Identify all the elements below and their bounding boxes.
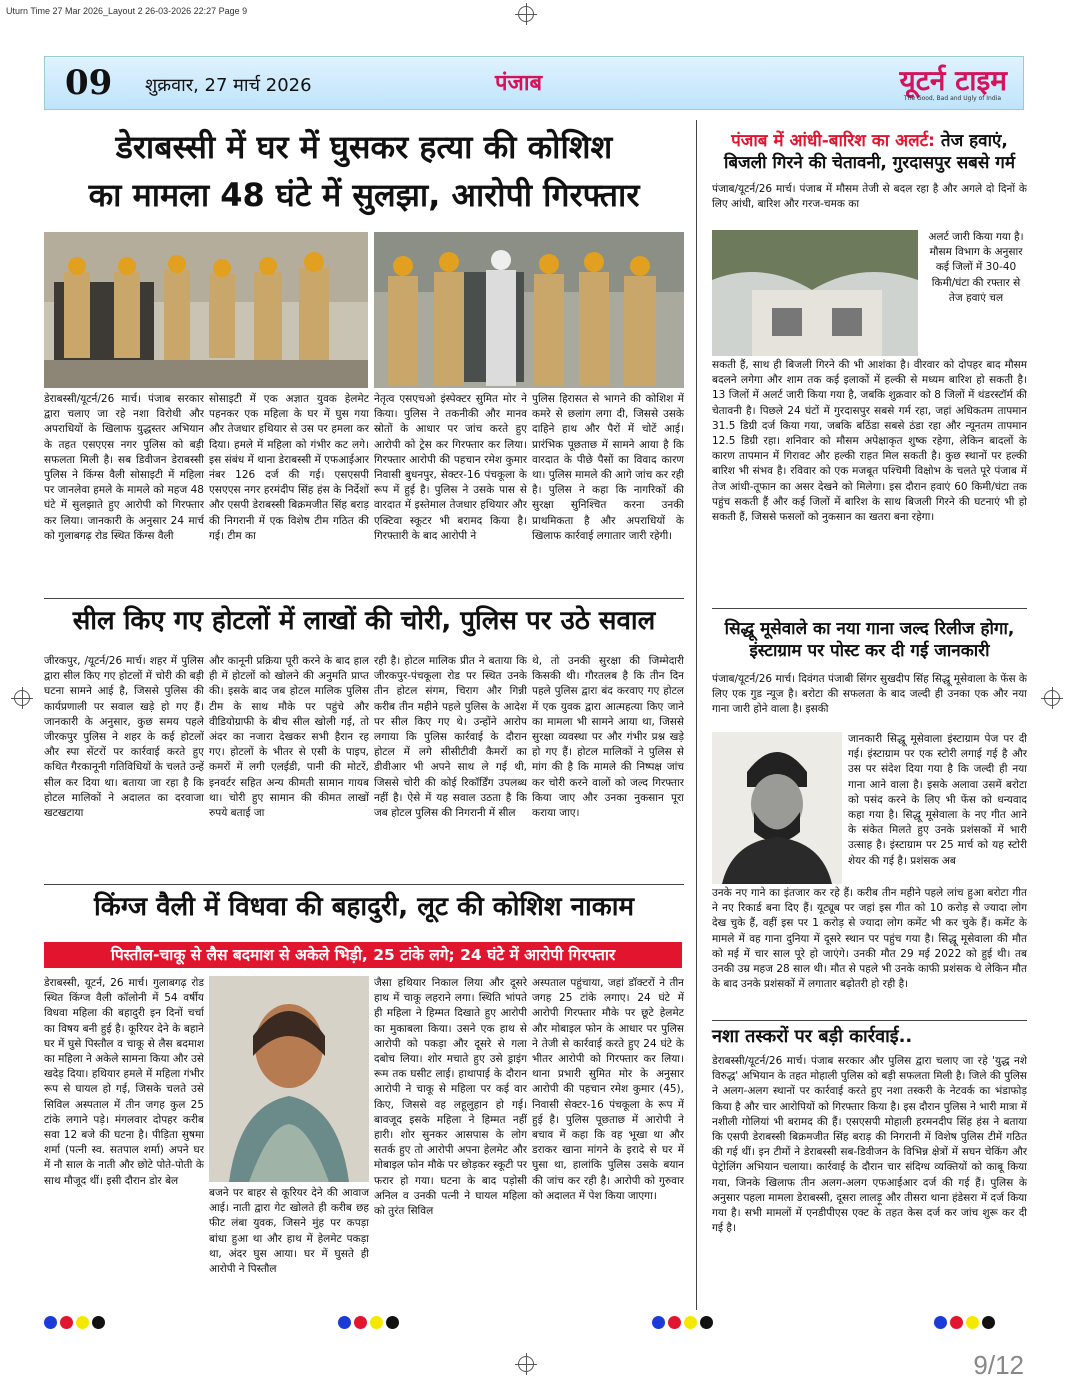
side-story-1-headline-part: तेज हवाएं, (934, 131, 1008, 151)
registration-mark-icon (1044, 690, 1060, 706)
color-bar (44, 1316, 105, 1329)
divider (712, 1020, 1027, 1021)
registration-mark-icon (518, 6, 534, 22)
color-dot (370, 1316, 383, 1329)
side-story-2-lead: पंजाब/यूटर्न/26 मार्च। दिवंगत पंजाबी सिंगर सुखदीप सिंह सिद्धू मूसेवाला के फेंस के लिए एक गुड न्यूज है। बरोटा की सफलता के बाद जल्दी ही उनका एक और नया गाना जारी होने वाला है। इसकी (712, 673, 1027, 716)
story-3-headline: किंग्ज वैली में विधवा की बहादुरी, लूट की कोशिश नाकाम (94, 892, 634, 922)
print-slug: Uturn Time 27 Mar 2026_Layout 2 26-03-2026 22:27 Page 9 (6, 6, 248, 16)
page-count: 9/12 (973, 1350, 1024, 1380)
story-3-column-1: डेराबस्सी, यूटर्न, 26 मार्च। गुलाबगढ़ रोड स्थित किंग्ज वैली कॉलोनी में 54 वर्षीय विधवा महिला की बहादुरी इन दिनों चर्चा का विषय बनी हुई है। कूरियर देने के बहाने घर में घुसे पिस्तौल व चाकू से लैस बदमाश का महिला ने अकेले सामना किया और उसे खदेड़ दिया। हथियार हमले में महिला गंभीर रूप से घायल हो गई, जिसके चलते उसे सिविल अस्पताल में तीन जगह कुल 25 टांके लगाने पड़े। मंगलवार दोपहर करीब सवा 12 बजे की घटना है। पीड़िता सुषमा शर्मा (पत्नी स्व. सतपाल शर्मा) अपने घर में नौ साल के नाती और छोटे पोते-पोती के साथ मौजूद थीं। इसी दौरान डोर बेल (44, 977, 204, 1187)
side-story-2-headline-line-1: सिद्धू मूसेवाले का नया गाना जल्द रिलीज होगा, (724, 619, 1015, 639)
story-1-headline-line-2: का मामला 48 घंटे में सुलझा, आरोपी गिरफ्तार (88, 176, 640, 214)
singer-portrait-photo (712, 732, 842, 884)
color-dot (934, 1316, 947, 1329)
police-team-photo-1 (44, 232, 368, 388)
color-dot (44, 1316, 57, 1329)
color-bar (652, 1316, 713, 1329)
color-dot (354, 1316, 367, 1329)
color-bar (338, 1316, 399, 1329)
side-story-1-headline-line-2: बिजली गिरने की चेतावनी, गुरदासपुर सबसे गर्म (723, 153, 1016, 173)
color-dot (950, 1316, 963, 1329)
story-1-column-4: पुलिस हिरासत से भागने की कोशिश में कमरे से छलांग लगा दी, जिससे उसके दाहिने हाथ और पैरों में चोटें आई। प्रारंभिक पूछताछ में सामने आया है कि वारदात के पीछे पैसों का विवाद कारण था। पुलिस मामले की आगे जांच कर रही है। पुलिस ने कहा कि नागरिकों की सुरक्षा सुनिश्चित करना उनकी प्राथमिकता है और अपराधियों के खिलाफ कार्रवाई लगातार जारी रहेगी। (532, 393, 684, 542)
color-dot (76, 1316, 89, 1329)
story-1-headline-line-1: डेराबस्सी में घर में घुसकर हत्या की कोशिश (115, 128, 613, 166)
story-3-column-2: बजने पर बाहर से कूरियर देने की आवाज आई। नाती द्वारा गेट खोलते ही करीब छह फीट लंबा युवक, जिसने मुंह पर कपड़ा बांधा हुआ था और हाथ में हेलमेट पकड़ा था, अंदर घुस आया। घर में घुसते ही आरोपी ने पिस्तौल (209, 1187, 369, 1276)
story-1-column-1: डेराबस्सी/यूटर्न/26 मार्च। पंजाब सरकार द्वारा चलाए जा रहे नशा विरोधी और अपराधियों के खिलाफ युद्धस्तर अभियान के तहत एसएएस नगर पुलिस को बड़ी सफलता मिली है। सब डिवीजन डेराबस्सी पुलिस ने किंग्स वैली सोसाइटी में महिला पर जानलेवा हमले के मामले को महज 48 घंटे में सुलझाते हुए आरोपी को गिरफ्तार कर लिया। जानकारी के अनुसार 24 मार्च को गुलाबगढ़ रोड स्थित किंग्स वैली (44, 393, 204, 542)
story-3-column-4: अस्पताल पहुंचाया, जहां डॉक्टरों ने तीन जगह 25 टांके लगाए। 24 घंटे में आरोपी गिरफ्तार मौके पर छूटे हेलमेट और मोबाइल फोन के आधार पर पुलिस ने तेजी से कार्रवाई करते हुए 24 घंटे के भीतर आरोपी को गिरफ्तार कर लिया। थाना प्रभारी सुमित मोर के अनुसार आरोपी की पहचान रमेश कुमार (45), निवासी सेक्टर-16 पंचकूला के रूप में हुई है। पुलिस पूछताछ में आरोपी ने बचाव में कहा कि वह भूखा था और डराकर खाना मांगने के इरादे से घर में घुसा था, हालांकि पुलिस उसके बयान की जांच कर रही है। आरोपी को गुरुवार को अदालत में पेश किया जाएगा। (532, 977, 684, 1202)
story-2-column-2: और कानूनी प्रक्रिया पूरी करने के बाद हाल ही में होटलों को खोलने की अनुमति प्राप्त की। इसके बाद जब होटल मालिक पुलिस टीम के साथ मौके पर पहुंचे और वीडियोग्राफी के बीच सील खोली गई, तो अंदर का नजारा देखकर सभी हैरान रह गए। होटलों के भीतर से एसी के पाइप, कमरों में लगी एलईडी, पानी की मोटरें, इनवर्टर सहित अन्य कीमती सामान गायब था। चोरी हुए सामान की कीमत लाखों रुपये बताई जा (209, 655, 369, 820)
woman-portrait-photo (209, 976, 369, 1182)
page-header (44, 56, 1024, 110)
color-dot (966, 1316, 979, 1329)
side-story-2-headline (712, 618, 1027, 662)
color-dot (684, 1316, 697, 1329)
story-3-subheadline-banner: पिस्तौल-चाकू से लैस बदमाश से अकेले भिड़ी, 25 टांके लगे; 24 घंटे में आरोपी गिरफ्तार (44, 942, 682, 968)
side-story-3-headline: नशा तस्करों पर बड़ी कार्रवाई.. (712, 1026, 913, 1047)
color-bar (934, 1316, 995, 1329)
side-story-1-wrap-text: अलर्ट जारी किया गया है। मौसम विभाग के अनुसार कई जिलों में 30-40 किमी/घंटा की रफ्तार से तेज हवाएं चल (928, 231, 1024, 304)
color-dot (60, 1316, 73, 1329)
story-2-column-1: जीरकपुर, /यूटर्न/26 मार्च। शहर में पुलिस द्वारा सील किए गए होटलों में चोरी की बड़ी घटना सामने आई है, जिससे पुलिस की कार्यप्रणाली पर सवाल खड़े हो गए हैं। जानकारी के अनुसार, कुछ समय पहले जीरकपुर पुलिस ने शहर के कई होटलों और स्पा सेंटरों पर कार्रवाई करते हुए कथित गैरकानूनी गतिविधियों के चलते उन्हें सील कर दिया था। बताया जा रहा है कि होटल मालिकों ने अदालत का दरवाजा खटखटाया (44, 655, 204, 820)
story-2-headline: सील किए गए होटलों में लाखों की चोरी, पुलिस पर उठे सवाल (72, 606, 656, 636)
section-title: पंजाब (495, 71, 543, 96)
side-story-2-wrap-text: जानकारी सिद्धू मूसेवाला इंस्टाग्राम पेज पर दी गई। इंस्टाग्राम पर एक स्टोरी लगाई गई है और उस पर संदेश दिया गया है कि जल्दी ही नया गाना आने वाला है। इसके अलावा उसमें बरोटा को पसंद करने के लिए भी फेंस को धन्यवाद कहा गया है। सिद्धू मूसेवाला के नए गीत आने के संकेत मिलते हुए उनके प्रशंसकों में भारी उत्साह है। इंस्टाग्राम पर 25 मार्च को यह स्टोरी शेयर की गई है। प्रशंसक अब (848, 733, 1027, 867)
side-story-2-headline-line-2: इंस्टाग्राम पर पोस्ट कर दी गई जानकारी (749, 641, 990, 661)
color-dot (668, 1316, 681, 1329)
divider (44, 884, 684, 885)
side-story-2-body: उनके नए गाने का इंतजार कर रहे हैं। करीब तीन महीने पहले लांच हुआ बरोटा गीत ने नए रिकार्ड बना दिए हैं। यूट्यूब पर जहां इस गीत को 10 करोड़ से ज्यादा लोग देख चुके हैं, वहीं इस पर 1 करोड़ से ज्यादा लोग कमेंट भी कर चुके हैं। कमेंट के मामले में वह गाना दुनिया में दूसरे स्थान पर पहुंच गया है। सिद्धू मूसेवाला की मौत को मई में चार साल पूरे हो जाएंगे। उनकी मौत 29 मई 2022 को हुई थी। तब उनकी उम्र महज 28 साल थी। मौत से पहले भी उनके काफी प्रशंसक थे लेकिन मौत के बाद उनके प्रशंसकों में लगातार बढ़ोतरी हो रही है। (712, 887, 1027, 991)
story-3-column-3: जैसा हथियार निकाल लिया और दूसरे हाथ में चाकू लहराने लगा। स्थिति भांपते ही महिला ने हिम्मत दिखाते हुए आरोपी का मुकाबला किया। उसने एक हाथ से आरोपी को पकड़ा और दूसरे से गला दबोच लिया। शोर मचाते हुए उसे ड्राइंग रूम तक घसीट लाई। हाथापाई के दौरान आरोपी ने चाकू से महिला पर कई वार किए, जिससे वह लहूलुहान हो गई। बावजूद इसके महिला ने हिम्मत नहीं हारी। शोर सुनकर आसपास के लोग सतर्क हुए तो आरोपी अपना हेलमेट और मोबाइल फोन मौके पर छोड़कर स्कूटी पर फरार हो गया। घटना के बाद पड़ोसी अनिल व उनकी पत्नी ने घायल महिला को तुरंत सिविल (374, 977, 527, 1218)
masthead-logo: यूटर्न टाइम (899, 64, 1007, 97)
side-story-1-headline (712, 130, 1027, 174)
page-number: 09 (65, 63, 113, 103)
side-story-3-body: डेराबस्सी/यूटर्न/26 मार्च। पंजाब सरकार और पुलिस द्वारा चलाए जा रहे 'युद्ध नशे विरुद्ध' अभियान के तहत मोहाली पुलिस को बड़ी सफलता मिली है। जिले की पुलिस ने अलग-अलग स्थानों पर कार्रवाई करते हुए नशा तस्करी के नेटवर्क का भंडाफोड़ किया है और चार आरोपियों को गिरफ्तार किया है। इस दौरान पुलिस ने भारी मात्रा में नशीली गोलियां भी बरामद की हैं। एसएसपी मोहाली हरमनदीप सिंह हंस ने बताया कि एसपी डेराबस्सी बिक्रमजीत सिंह बराड़ की निगरानी में विशेष पुलिस टीमें गठित की गई थीं। इन टीमों ने डेराबस्सी सब-डिवीजन के विभिन्न क्षेत्रों में सघन चेकिंग और पेट्रोलिंग अभियान चलाया। कार्रवाई के दौरान चार संदिग्ध व्यक्तियों को काबू किया गया, जिनके खिलाफ तीन अलग-अलग एफआईआर दर्ज की गई हैं। पुलिस के अनुसार पहला मामला डेराबस्सी, दूसरा लालड़ू और तीसरा थाना हंडेसरा में दर्ज किया गया है। सभी मामलों में एनडीपीएस एक्ट के तहत केस दर्ज कर जांच शुरू कर दी गई है। (712, 1055, 1027, 1235)
color-dot (700, 1316, 713, 1329)
registration-mark-icon (518, 1356, 534, 1372)
color-dot (982, 1316, 995, 1329)
color-dot (652, 1316, 665, 1329)
color-dot (338, 1316, 351, 1329)
side-story-1-headline-highlight: पंजाब में आंधी-बारिश का अलर्ट: (731, 131, 935, 151)
column-divider (696, 120, 697, 1310)
story-2-column-3: रही है। होटल मालिक प्रीत ने बताया कि जीरकपुर-पंचकूला रोड पर स्थित उनके तीन होटल संगम, चिराग और गिन्नी करीब तीन महीने पहले पुलिस के आदेश पर सील किए गए थे। उन्होंने आरोप लगाया कि पुलिस कार्रवाई के दौरान होटल में लगे सीसीटीवी कैमरों का डीवीआर भी अपने साथ ले गई थी, जिससे चोरी की कोई रिकॉर्डिंग उपलब्ध नहीं है। ऐसे में यह सवाल उठता है कि जब होटल पुलिस की निगरानी में सील (374, 655, 527, 820)
divider (44, 598, 684, 599)
color-dot (386, 1316, 399, 1329)
weather-house-photo (712, 230, 918, 356)
police-team-photo-2 (374, 232, 684, 388)
story-1-column-2: सोसाइटी में एक अज्ञात युवक हेलमेट पहनकर एक महिला के घर में घुस गया और तेजधार हथियार से उस पर हमला कर दिया। हमले में महिला को गंभीर कट लगे। इस संबंध में थाना डेराबस्सी में एफआईआर नंबर 126 दर्ज की गई। एसएसपी एसएएस नगर हरमंदीप सिंह हंस के निर्देशों और एसपी डेराबस्सी बिक्रमजीत सिंह बराड़ की निगरानी में एक विशेष टीम गठित की गई। टीम का (209, 393, 369, 542)
issue-date: शुक्रवार, 27 मार्च 2026 (145, 75, 312, 96)
side-story-1-body: सकती हैं, साथ ही बिजली गिरने की भी आशंका है। वीरवार को दोपहर बाद मौसम बदलने लगेगा और शाम तक कई इलाकों में हल्की से मध्यम बारिश हो सकती है। 13 जिलों में अलर्ट जारी किया गया है, जबकि शुक्रवार को 8 जिलों में थंडरस्टॉर्म की चेतावनी है। पिछले 24 घंटों में गुरदासपुर सबसे गर्म रहा, जहां अधिकतम तापमान 31.5 डिग्री दर्ज किया गया, जबकि बठिंडा सबसे ठंडा रहा और न्यूनतम तापमान 12.5 डिग्री रहा। शनिवार को मौसम अपेक्षाकृत शुष्क रहेगा, लेकिन बादलों के कारण तापमान में गिरावट और हल्की राहत मिल सकती है। कुछ स्थानों पर हल्की बारिश भी संभव है। रविवार को एक मजबूत पश्चिमी विक्षोभ के चलते पूरे पंजाब में तेज आंधी-तूफान का असर देखने को मिलेगा। इस दौरान हवाएं 60 किमी/घंटा तक पहुंच सकती हैं और कई जिलों में बारिश के साथ बिजली गिरने की घटनाएं भी हो सकती हैं, जिससे फसलों को नुकसान का खतरा बना रहेगा। (712, 359, 1027, 524)
color-dot (92, 1316, 105, 1329)
logo-tagline: The Good, Bad and Ugly of India (903, 95, 1001, 102)
divider (712, 608, 1027, 609)
story-1-column-3: नेतृत्व एसएचओ इंस्पेक्टर सुमित मोर ने किया। पुलिस ने तकनीकी और मानव स्रोतों के आधार पर जांच करते हुए आरोपी को ट्रेस कर गिरफ्तार कर लिया। गिरफ्तार आरोपी की पहचान रमेश कुमार निवासी बुधनपुर, सेक्टर-16 पंचकूला के रूप में हुई है। पुलिस ने उसके पास से वारदात में इस्तेमाल तेजधार हथियार और एक्टिवा स्कूटर भी बरामद किया है। गिरफ्तारी के बाद आरोपी ने (374, 393, 527, 542)
side-story-1-lead: पंजाब/यूटर्न/26 मार्च। पंजाब में मौसम तेजी से बदल रहा है और अगले दो दिनों के लिए आंधी, बारिश और गरज-चमक का (712, 183, 1027, 211)
registration-mark-icon (14, 690, 30, 706)
story-2-column-4: थे, तो उनकी सुरक्षा की जिम्मेदारी किसकी थी। गौरतलब है कि तीन दिन पहले पुलिस द्वारा बंद करवाए गए होटल में एक युवक द्वारा आत्महत्या किए जाने का मामला भी सामने आया था, जिससे सुरक्षा व्यवस्था पर और गंभीर प्रश्न खड़े हो गए हैं। होटल मालिकों ने पुलिस से मांग की है कि मामले की निष्पक्ष जांच कर चोरी करने वालों को जल्द गिरफ्तार किया जाए और उनका नुकसान पूरा कराया जाए। (532, 655, 684, 820)
